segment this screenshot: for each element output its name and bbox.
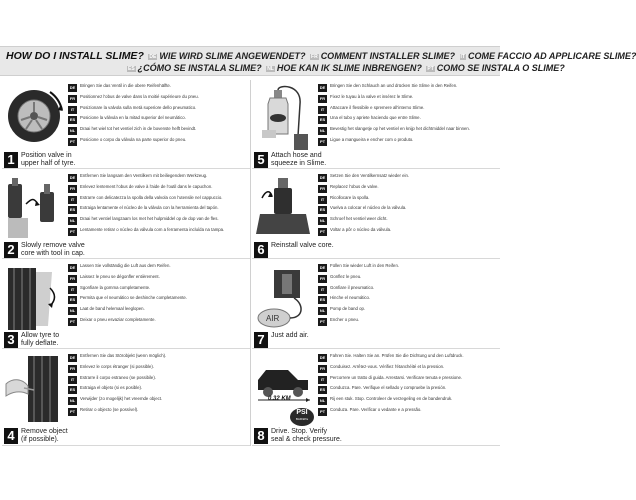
- lang-code: NL: [69, 308, 76, 314]
- lang-code: NL: [69, 128, 76, 134]
- step-number: 7: [254, 332, 268, 348]
- instruction-list: [318, 173, 498, 238]
- caption-line: Reinstall valve core.: [271, 242, 334, 249]
- caption-line: fully deflate.: [21, 340, 59, 347]
- instruction-text: Posicione o corpo da válvula na parte superior do pneu.: [80, 136, 187, 142]
- step-number: 1: [4, 152, 18, 168]
- instruction-text: Enlevez le corps étranger (si possible).: [80, 363, 155, 369]
- lang-code: ES: [69, 207, 76, 213]
- title-de: WIE WIRD SLIME ANGEWENDET?: [159, 51, 306, 61]
- lang-code: IT: [68, 376, 77, 384]
- tyre-valve-icon: [4, 84, 64, 162]
- step-number: 5: [254, 152, 268, 168]
- lang-code: IT: [68, 286, 77, 294]
- lang-code: ES: [69, 117, 76, 123]
- svg-text:AIR: AIR: [266, 314, 280, 323]
- lang-code: PT: [69, 318, 76, 324]
- psi-sub-label: BAR/kPa: [295, 417, 309, 421]
- lang-code: DE: [319, 85, 326, 90]
- step-2-panel: [2, 170, 250, 259]
- lang-code: NL: [69, 218, 76, 224]
- main-title: HOW DO I INSTALL SLIME?: [6, 50, 144, 62]
- instruction-list: [318, 83, 498, 148]
- lang-code: DE: [149, 53, 157, 60]
- step-number: 3: [4, 332, 18, 348]
- distance-label: 0.32 KM: [268, 396, 291, 402]
- instruction-text: Permita que el neumático se deshinche completamente.: [80, 295, 188, 301]
- lang-code: DE: [69, 355, 76, 360]
- air-pump-icon: [254, 264, 314, 342]
- column-divider: [250, 80, 251, 446]
- instruction-text: Positionnez l'obus de valve dans la moitié supérieure du pneu.: [80, 93, 199, 99]
- instruction-text: Extraiga el objeto (si es posible).: [80, 385, 143, 391]
- title-bar: [0, 46, 636, 76]
- instruction-text: Vuelva a colocar el núcleo de la válvula.: [330, 205, 407, 211]
- lang-code: IT: [68, 196, 77, 204]
- instruction-text: Replacez l'obus de valve.: [330, 183, 379, 189]
- instruction-text: Bevestig het slangetje op het ventiel en knijp het dichtmiddel naar binnen.: [330, 126, 470, 132]
- instruction-text: Retirar o objecto (se possível).: [80, 406, 139, 412]
- instruction-text: Füllen Sie wieder Luft in den Reifen.: [330, 263, 400, 268]
- instruction-text: Bringen Sie den Schlauch an und drücken Sie Slime in den Reifen.: [330, 83, 458, 88]
- lang-code: FR: [311, 53, 318, 60]
- lang-code: FR: [319, 95, 326, 101]
- title-fr: COMMENT INSTALLER SLIME?: [320, 51, 456, 61]
- instruction-text: Lentamente retirar o núcleo da válvula com a ferramenta incluída na tampa.: [80, 226, 225, 232]
- valve-tool-icon: [4, 174, 64, 252]
- lang-code: FR: [69, 95, 76, 101]
- instruction-text: Ligue a mangueira e encher com o produto.: [330, 136, 414, 142]
- lang-code: ES: [69, 387, 76, 393]
- title-es: ¿CÓMO SE INSTALA SLIME?: [137, 63, 262, 73]
- instruction-text: Draai het ventiel langzaam los met het hulpmiddel op de dop van de fles.: [80, 216, 219, 222]
- step-number: 2: [4, 242, 18, 258]
- instruction-text: Conduza. Pare. Verificar o vedante e a pressão.: [330, 406, 422, 412]
- lang-code: PT: [427, 65, 434, 72]
- instruction-list: [68, 173, 248, 238]
- caption-line: squeeze in Slime.: [271, 160, 327, 167]
- lang-code: IT: [318, 376, 327, 384]
- step-caption: [271, 152, 326, 168]
- caption-line: Remove object: [21, 428, 68, 435]
- instruction-text: Sgonfiare la gomma completamente.: [80, 284, 151, 290]
- instruction-text: Laissez le pneu se dégonfler entièrement.: [80, 273, 160, 279]
- instruction-list: [68, 83, 248, 148]
- lang-code: DE: [69, 175, 76, 180]
- lang-code: PT: [319, 408, 326, 414]
- lang-code: NL: [319, 308, 326, 314]
- remove-object-icon: [4, 354, 64, 432]
- instruction-list: [318, 263, 498, 328]
- instruction-text: Estrarre il corpo estraneo (se possibile).: [80, 374, 156, 380]
- caption-line: Slowly remove valve: [21, 242, 85, 249]
- instruction-text: Attaccare il flessibile e spremere all'interno Slime.: [330, 104, 425, 110]
- step-caption: [271, 332, 309, 340]
- lang-code: DE: [319, 175, 326, 180]
- instruction-text: Lassen Sie vollständig die Luft aus dem Reifen.: [80, 263, 171, 268]
- instruction-text: Setzen Sie den Ventilkernsatz wieder ein.: [330, 173, 410, 178]
- title-nl: HOE KAN IK SLIME INBRENGEN?: [276, 63, 422, 73]
- instruction-text: Draai het wiel tot het ventiel zich in de bovenste helft bevindt.: [80, 126, 197, 132]
- lang-code: DE: [319, 265, 326, 270]
- instruction-text: Voltar a pôr o núcleo da válvula.: [330, 226, 392, 232]
- lang-code: FR: [69, 185, 76, 191]
- instruction-text: Deixar o pneu esvaziar completamente.: [80, 316, 156, 322]
- lang-code: PT: [319, 228, 326, 234]
- step-number: 6: [254, 242, 268, 258]
- instruction-list: [68, 353, 248, 418]
- instruction-text: Encher o pneu.: [330, 316, 360, 322]
- step-3-panel: [2, 260, 250, 349]
- lang-code: FR: [319, 365, 326, 371]
- lang-code: IT: [318, 196, 327, 204]
- caption-line: Allow tyre to: [21, 332, 60, 339]
- lang-code: NL: [267, 65, 274, 72]
- step-caption: [21, 242, 85, 258]
- lang-code: ES: [319, 207, 326, 213]
- instruction-text: Una el tubo y apriete haciendo que entre Slime.: [330, 115, 421, 121]
- lang-code: IT: [318, 286, 327, 294]
- lang-code: IT: [68, 106, 77, 114]
- instruction-text: Conduisez. Arrêtez-vous. Vérifiez l'étanchéité et la pression.: [330, 363, 445, 369]
- title-pt: COMO SE INSTALA O SLIME?: [436, 63, 565, 73]
- instruction-text: Extraiga lentamente el núcleo de la válvula con la herramienta del tapón.: [80, 205, 219, 211]
- caption-line: seal & check pressure.: [271, 436, 342, 443]
- step-1-panel: [2, 80, 250, 169]
- step-caption: [21, 332, 59, 348]
- instruction-text: Posicione la válvula en la mitad superior del neumático.: [80, 115, 186, 121]
- lang-code: IT: [318, 106, 327, 114]
- step-caption: [271, 428, 342, 444]
- instruction-text: Percorrere un tratto di guida. Arrestarsi. Verificare tenuta e pressione.: [330, 374, 463, 380]
- lang-code: PT: [69, 138, 76, 144]
- lang-code: FR: [319, 185, 326, 191]
- lang-code: IT: [460, 53, 465, 60]
- instruction-text: Schroef het ventiel weer dicht.: [330, 216, 388, 222]
- caption-line: Position valve in: [21, 152, 72, 159]
- lang-code: PT: [69, 408, 76, 414]
- instruction-text: Entfernen Sie das Störobjekt (wenn möglich).: [80, 353, 167, 358]
- lang-code: FR: [69, 275, 76, 281]
- step-4-panel: [2, 350, 250, 446]
- lang-code: NL: [69, 398, 76, 404]
- step-caption: [271, 242, 334, 250]
- caption-line: (if possible).: [21, 436, 59, 443]
- lang-code: PT: [319, 138, 326, 144]
- lang-code: ES: [319, 117, 326, 123]
- caption-line: Drive. Stop. Verify: [271, 428, 328, 435]
- instruction-text: Entfernen Sie langsam den Ventilkern mit beiliegendem Werkzeug.: [80, 173, 208, 178]
- lang-code: NL: [319, 128, 326, 134]
- instruction-text: Conduzca. Pare. Verifique el sellado y compruebe la presión.: [330, 385, 447, 391]
- lang-code: DE: [69, 85, 76, 90]
- instruction-text: Pomp de band op.: [330, 306, 366, 312]
- title-it: COME FACCIO AD APPLICARE SLIME?: [467, 51, 636, 61]
- step-number: 8: [254, 428, 268, 444]
- instruction-text: Fixez le tuyau à la valve et insérez le Slime.: [330, 93, 414, 99]
- instruction-text: Enlevez lentement l'obus de valve à l'aide de l'outil dans le capuchon.: [80, 183, 213, 189]
- caption-line: Just add air.: [271, 332, 309, 339]
- instruction-text: Laat de band helemaal leeglopen.: [80, 306, 145, 312]
- lang-code: FR: [319, 275, 326, 281]
- title-row-1: [6, 50, 636, 62]
- step-7-panel: [252, 260, 500, 349]
- lang-code: PT: [319, 318, 326, 324]
- instruction-text: Verwijder (zo mogelijk) het vreemde object.: [80, 396, 163, 402]
- instruction-text: Estrarre con delicatezza la spolla della valvola con l'utensile nel cappuccio.: [80, 194, 223, 200]
- instruction-text: Gonflez le pneu.: [330, 273, 362, 279]
- step-5-panel: [252, 80, 500, 169]
- instruction-list: [318, 353, 498, 418]
- instruction-list: [68, 263, 248, 328]
- instruction-text: Fahren Sie. Halten Sie an. Prüfen Sie die Dichtung und den Luftdruck.: [330, 353, 464, 358]
- lang-code: NL: [319, 398, 326, 404]
- lang-code: NL: [319, 218, 326, 224]
- title-row-2: [125, 63, 565, 73]
- step-8-panel: [252, 350, 500, 446]
- caption-line: Attach hose and: [271, 152, 322, 159]
- lang-code: DE: [69, 265, 76, 270]
- lang-code: DE: [319, 355, 326, 360]
- pressure-gauge-icon: [290, 408, 314, 426]
- lang-code: ES: [319, 387, 326, 393]
- psi-label: PSI: [296, 409, 308, 416]
- instruction-text: Gonfiare il pneumatico.: [330, 284, 375, 290]
- step-caption: [21, 428, 68, 444]
- lang-code: ES: [128, 65, 135, 72]
- step-caption: [21, 152, 75, 168]
- instruction-text: Hinche el neumático.: [330, 295, 371, 301]
- instruction-text: Ricollocare la spolla.: [330, 194, 370, 200]
- step-6-panel: [252, 170, 500, 259]
- lang-code: ES: [69, 297, 76, 303]
- slime-bottle-icon: [254, 84, 314, 162]
- caption-line: upper half of tyre.: [21, 160, 76, 167]
- lang-code: FR: [69, 365, 76, 371]
- instruction-text: Bringen Sie das Ventil in die obere Reifenhälfte.: [80, 83, 172, 88]
- caption-line: core with tool in cap.: [21, 250, 85, 257]
- instruction-text: Rij een stuk. Stop. Controleer de verzegeling en de bandendruk.: [330, 396, 453, 402]
- lang-code: ES: [319, 297, 326, 303]
- step-number: 4: [4, 428, 18, 444]
- instruction-text: Posizionare la valvola sulla metà superiore dello pneumatico.: [80, 104, 197, 110]
- deflated-tyre-icon: [4, 264, 64, 342]
- valve-reinstall-icon: [254, 174, 314, 252]
- lang-code: PT: [69, 228, 76, 234]
